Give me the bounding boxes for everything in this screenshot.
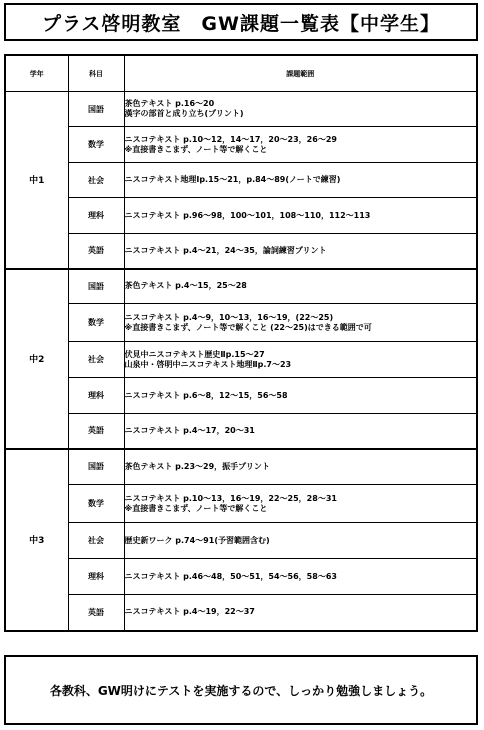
subject-cell: 英語 xyxy=(68,595,124,631)
table-row xyxy=(5,378,477,414)
subject-cell: 数学 xyxy=(68,485,124,523)
range-line: 歴史新ワーク p.74～91(予習範囲含む) xyxy=(124,535,270,545)
subject-cell: 社会 xyxy=(68,342,124,378)
table-body xyxy=(5,92,477,631)
table-row xyxy=(5,304,477,342)
range-line: ニスコテキスト p.4～21，24～35，論詞練習プリント xyxy=(124,245,327,255)
table-row xyxy=(5,234,477,269)
range-line: ニスコテキスト p.4～9，10～13，16～19，(22～25) xyxy=(124,312,334,322)
footer-message: 各教科、GW明けにテストを実施するので、しっかり勉強しましょう。 xyxy=(4,655,478,725)
table-row xyxy=(5,127,477,163)
range-line: ニスコテキスト p.4～17，20～31 xyxy=(124,425,255,435)
range-cell xyxy=(124,595,477,631)
range-cell xyxy=(124,485,477,523)
table-row xyxy=(5,92,477,127)
subject-cell: 社会 xyxy=(68,163,124,198)
grade-cell: 中1 xyxy=(5,92,68,269)
page-title: プラス啓明教室 GW課題一覧表【中学生】 xyxy=(4,3,478,41)
range-line: ニスコテキスト p.6～8，12～15，56～58 xyxy=(124,390,288,400)
table-row xyxy=(5,595,477,631)
range-cell xyxy=(124,92,477,127)
range-line: 漢字の部首と成り立ち(プリント) xyxy=(124,109,244,118)
subject-cell: 英語 xyxy=(68,414,124,449)
subject-cell: 理科 xyxy=(68,378,124,414)
range-cell xyxy=(124,127,477,163)
subject-cell: 国語 xyxy=(68,449,124,485)
table-row xyxy=(5,269,477,304)
table-row xyxy=(5,485,477,523)
range-cell xyxy=(124,414,477,449)
range-cell xyxy=(124,163,477,198)
range-cell xyxy=(124,234,477,269)
subject-cell: 数学 xyxy=(68,304,124,342)
header-grade: 学年 xyxy=(5,55,68,92)
range-line: ニスコテキスト p.10～12，14～17，20～23，26～29 xyxy=(124,134,337,144)
range-line: ※直接書きこまず、ノート等で解くこと xyxy=(124,503,268,513)
range-cell xyxy=(124,559,477,595)
table-row xyxy=(5,559,477,595)
range-cell xyxy=(124,269,477,304)
table-row xyxy=(5,523,477,559)
range-line: ※直接書きこまず、ノート等で解くこと xyxy=(124,144,268,154)
range-line: ニスコテキスト p.46～48，50～51，54～56，58～63 xyxy=(124,571,337,581)
grade-cell: 中2 xyxy=(5,269,68,449)
table-row xyxy=(5,414,477,449)
grade-cell: 中3 xyxy=(5,449,68,631)
table-row xyxy=(5,449,477,485)
range-line: ニスコテキスト p.96～98，100～101，108～110，112～113 xyxy=(124,210,371,220)
range-line: 茶色テキスト p.16～20 xyxy=(124,99,215,108)
subject-cell: 理科 xyxy=(68,198,124,234)
table-row xyxy=(5,163,477,198)
range-cell xyxy=(124,378,477,414)
table-header-row xyxy=(5,55,477,92)
range-line: 茶色テキスト p.4～15，25～28 xyxy=(124,281,247,291)
range-cell xyxy=(124,198,477,234)
range-line: ニスコテキスト p.4～19，22～37 xyxy=(124,607,255,617)
range-line: 茶色テキスト p.23～29，振手プリント xyxy=(124,461,270,471)
header-subject: 科目 xyxy=(68,55,124,92)
range-line: 伏見中ニスコテキスト歴史Ⅱp.15～27 xyxy=(124,349,265,359)
subject-cell: 国語 xyxy=(68,269,124,304)
subject-cell: 社会 xyxy=(68,523,124,559)
range-cell xyxy=(124,523,477,559)
header-range: 課題範囲 xyxy=(124,55,477,92)
table-row xyxy=(5,198,477,234)
table-row xyxy=(5,342,477,378)
subject-cell: 国語 xyxy=(68,92,124,127)
subject-cell: 英語 xyxy=(68,234,124,269)
range-cell xyxy=(124,449,477,485)
range-cell xyxy=(124,304,477,342)
range-line: 山泉中・啓明中ニスコテキスト地理Ⅱp.7～23 xyxy=(124,359,292,369)
subject-cell: 理科 xyxy=(68,559,124,595)
range-line: ※直接書きこまず、ノート等で解くこと (22～25)はできる範囲で可 xyxy=(124,322,372,332)
range-line: ニスコテキスト p.10～13，16～19，22～25，28～31 xyxy=(124,493,337,503)
subject-cell: 数学 xyxy=(68,127,124,163)
range-cell xyxy=(124,342,477,378)
range-line: ニスコテキスト地理Ⅰp.15～21，p.84～89(ノートで練習) xyxy=(124,175,341,184)
assignment-table xyxy=(4,54,478,632)
